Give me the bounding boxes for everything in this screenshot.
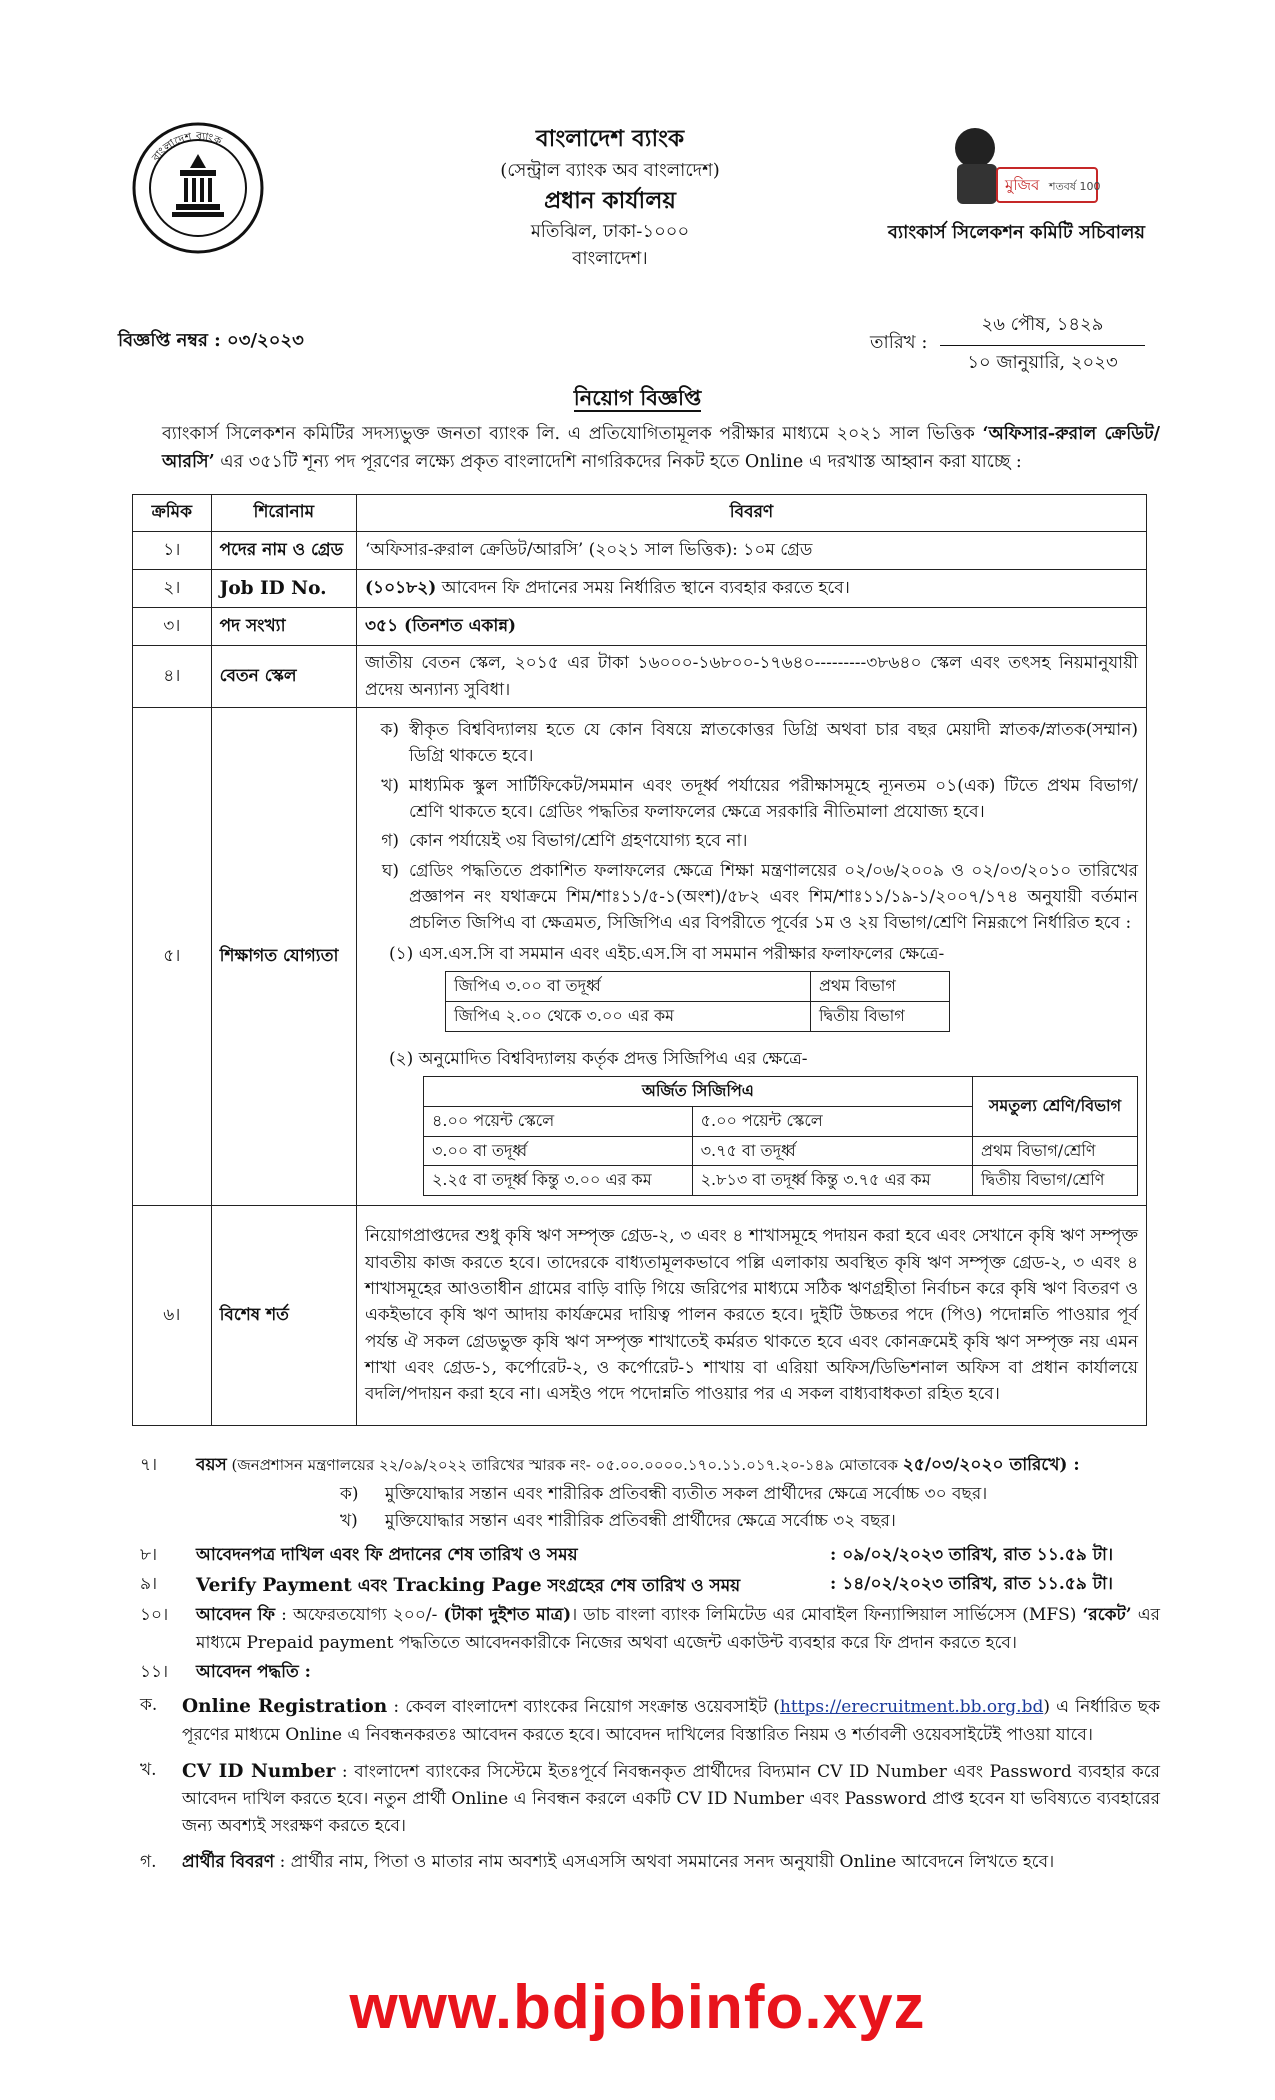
bangladesh-bank-logo <box>128 118 268 258</box>
notice-title: নিয়োগ বিজ্ঞপ্তি <box>573 385 702 410</box>
table-row: জিপিএ ২.০০ থেকে ৩.০০ এর কম দ্বিতীয় বিভাগ <box>446 1001 950 1031</box>
office-country: বাংলাদেশ। <box>572 248 648 269</box>
svg-text:বাংলাদেশ ব্যাংক: বাংলাদেশ ব্যাংক <box>149 129 224 164</box>
deadline-item: ৮। আবেদনপত্র দাখিল এবং ফি প্রদানের শেষ তারিখ ও সময় : ০৯/০২/২০২৩ তারিখ, রাত ১১.৫৯ টা। <box>140 1544 1114 1565</box>
mujib-centenary-logo <box>945 118 1105 210</box>
notice-number: বিজ্ঞপ্তি নম্বর : ০৩/২০২৩ <box>118 330 304 351</box>
gpa-table <box>445 971 950 1032</box>
table-row: জিপিএ ৩.০০ বা তদূর্ধ্ব প্রথম বিভাগ <box>446 971 950 1001</box>
table-row: ২.২৫ বা তদূর্ধ্ব কিন্তু ৩.০০ এর কম ২.৮১৩ বা তদূর্ধ্ব কিন্তু ৩.৭৫ এর কম দ্বিতীয় বিভাগ/শ্রেণি <box>424 1166 1138 1196</box>
list-item: গ) কোন পর্যায়েই ৩য় বিভাগ/শ্রেণি গ্রহণযোগ্য হবে না। <box>381 831 748 852</box>
table-row: ৬। বিশেষ শর্ত নিয়োগপ্রাপ্তদের শুধু কৃষি ঋণ সম্পৃক্ত গ্রেড-২, ৩ এবং ৪ শাখাসমূহে পদায়ন করা হবে এবং সেখানে কৃষি ঋণ সম্পৃক্ত যাবতীয় কাজ করতে হবে। তাদেরকে বাধ্যতামূলকভাবে পল্লি এলাকায় অবস্থিত কৃষি ঋণ সম্পৃক্ত গ্রেড-২, ৩ এবং ৪ শাখাসমূহের আওতাধীন গ্রামের বাড়ি বাড়ি গিয়ে জরিপের মাধ্যমে সঠিক ঋণগ্রহীতা নির্বাচন করে কৃষি ঋণ বিতরণ ও একইভাবে কৃষি ঋণ আদায় কার্যক্রমের দায়িত্ব পালন করতে হবে। দুইটি উচ্চতর পদে (পিও) পদোন্নতি পাওয়ার পূর্ব পর্যন্ত ঐ সকল গ্রেডভুক্ত কৃষি ঋণ সম্পৃক্ত শাখাতেই কর্মরত থাকতে হবে এবং কোনক্রমেই কৃষি ঋণ সম্পৃক্ত নয় এমন শাখা এবং গ্রেড-১, কর্পোরেট-২, ও কর্পোরেট-১ শাখায় বা এরিয়া অফিস/ডিভিশনাল অফিস বা প্রধান কার্যালয়ে বদলি/পদায়ন করা হবে না। এসইও পদে পদোন্নতি পাওয়ার পর এ সকল বাধ্যবাধকতা রহিত হবে। <box>133 1206 1147 1426</box>
erecruitment-link[interactable]: https://erecruitment.bb.org.bd <box>779 1696 1044 1717</box>
table-row: ২। Job ID No. (১০১৮২) আবেদন ফি প্রদানের সময় নির্ধারিত স্থানে ব্যবহার করতে হবে। <box>133 570 1147 608</box>
org-name: বাংলাদেশ ব্যাংক <box>535 125 685 152</box>
office-name: প্রধান কার্যালয় <box>544 186 676 214</box>
cgpa-heading: (২) অনুমোদিত বিশ্ববিদ্যালয় কর্তৃক প্রদত্ত সিজিপিএ এর ক্ষেত্রে- <box>389 1048 808 1069</box>
list-item: ক) মুক্তিযোদ্ধার সন্তান এবং শারীরিক প্রতিবন্ধী ব্যতীত সকল প্রার্থীদের ক্ষেত্রে সর্বোচ্চ ৩০ বছর। <box>340 1484 988 1505</box>
age-item: ৭। বয়স (জনপ্রশাসন মন্ত্রণালয়ের ২২/০৯/২০২২ তারিখের স্মারক নং- ০৫.০০.০০০০.১৭০.১১.০১৭.২০-১৪৯ মোতাবেক ২৫/০৩/২০২০ তারিখে) : <box>140 1455 1080 1475</box>
table-row: ৩.০০ বা তদূর্ধ্ব ৩.৭৫ বা তদূর্ধ্ব প্রথম বিভাগ/শ্রেণি <box>424 1136 1138 1166</box>
notice-items <box>140 1452 1160 1884</box>
education-cell <box>357 708 1147 1206</box>
org-subtitle: (সেন্ট্রাল ব্যাংক অব বাংলাদেশ) <box>500 159 720 181</box>
method-item: ১১। আবেদন পদ্ধতি : <box>140 1661 311 1682</box>
cgpa-table <box>423 1076 1138 1196</box>
header-block <box>420 122 800 272</box>
fee-item: ১০। আবেদন ফি : অফেরতযোগ্য ২০০/- (টাকা দুইশত মাত্র)। ডাচ বাংলা ব্যাংক লিমিটেড এর মোবাইল ফিন্যান্সিয়াল সার্ভিসেস (MFS) ‘রকেট’ এর মাধ্যমে Prepaid payment পদ্ধতিতে আবেদনকারীকে নিজের অথবা এজেন্ট একাউন্ট ব্যবহার করে ফি প্রদান করতে হবে। <box>140 1605 1161 1653</box>
svg-text:শতবর্ষ 100: শতবর্ষ 100 <box>1049 180 1101 193</box>
list-item: ক. Online Registration : কেবল বাংলাদেশ ব্যাংকের নিয়োগ সংক্রান্ত ওয়েবসাইট (https://erecruitment.bb.org.bd) এ নির্ধারিত ছক পূরণের মাধ্যমে Online এ নিবন্ধনকরতঃ আবেদন করতে হবে। আবেদন দাখিলের বিস্তারিত নিয়ম ও শর্তাবলী ওয়েবসাইটেই পাওয়া যাবে। <box>140 1694 1160 1745</box>
site-watermark: www.bdjobinfo.xyz <box>349 1973 926 2042</box>
table-row: ১। পদের নাম ও গ্রেড ‘অফিসার-রুরাল ক্রেডিট/আরসি’ (২০২১ সাল ভিত্তিক): ১০ম গ্রেড <box>133 532 1147 570</box>
ssc-heading: (১) এস.এস.সি বা সমমান এবং এইচ.এস.সি বা সমমান পরীক্ষার ফলাফলের ক্ষেত্রে- <box>389 943 945 964</box>
table-row: ৩। পদ সংখ্যা ৩৫১ (তিনশত একান্ন) <box>133 608 1147 646</box>
education-list <box>365 717 1138 937</box>
secretariat-label: ব্যাংকার্স সিলেকশন কমিটি সচিবালয় <box>887 222 1145 243</box>
col-header-serial: ক্রমিক <box>133 495 212 532</box>
office-address: মতিঝিল, ঢাকা-১০০০ <box>530 221 690 242</box>
table-row: অর্জিত সিজিপিএ সমতুল্য শ্রেণি/বিভাগ <box>424 1076 1138 1106</box>
table-row: ৫। শিক্ষাগত যোগ্যতা ক) স্বীকৃত বিশ্ববিদ্যালয় হতে যে কোন বিষয়ে স্নাতকোত্তর ডিগ্রি অথবা চার বছর মেয়াদী স্নাতক/স্নাতক(সম্মান) ডিগ্রি থাকতে হবে। খ) মাধ্যমিক স্কুল সার্টিফিকেট/সমমান এবং তদূর্ধ্ব পর্যায়ের পরীক্ষাসমূহে ন্যূনতম ০১(এক) টিতে প্রথম বিভাগ/ শ্রেণি থাকতে হবে। গ্রেডিং পদ্ধতির ফলাফলের ক্ষেত্রে সরকারি নীতিমালা প্রযোজ্য হবে। গ) কোন পর্যায়েই ৩য় বিভাগ/শ্রেণি গ্রহণযোগ্য হবে না। ঘ) গ্রেডিং পদ্ধতিতে প্রকাশিত ফলাফলের ক্ষেত্রে শিক্ষা মন্ত্রণালয়ের ০২/০৬/২০০৯ ও ০২/০৩/২০১০ তারিখের প্রজ্ঞাপন নং যথাক্রমে শিম/শাঃ১১/৫-১(অংশ)/৫৮২ এবং শিম/শাঃ১১/১৯-১/২০০৭/১৭৪ অনুযায়ী বর্তমান প্রচলিত জিপিএ বা ক্ষেত্রমত, সিজিপিএ এর বিপরীতে পূর্বের ১ম ও ২য় বিভাগ/শ্রেণি নিম্নরূপে নির্ধারিত হবে : (১) এস.এস.সি বা সমমান এবং এইচ.এস.সি বা সমমান পরীক্ষার ফলাফলের ক্ষেত্রে- জিপিএ ৩.০০ বা তদূর্ধ্ব প্রথম বিভাগ জিপিএ ২.০০ থেকে ৩.০০ এর কম দ্বিতীয় বিভাগ (২) অনুমোদিত বিশ্ববিদ্যালয় কর্তৃক প্রদত্ত সিজিপিএ এর ক্ষেত্রে- অর্জিত সিজিপিএ সমতুল্য শ্রেণি/বিভাগ ৪.০০ পয়েন্ট স্কেলে ৫.০০ পয়েন্ট স্কেলে ৩.০০ বা তদূর্ধ্ব ৩.৭৫ বা তদূর্ধ্ব প্রথম বিভাগ/শ্রেণি ২.২৫ বা তদূর্ধ্ব কিন্তু ৩.০০ এর কম ২.৮১৩ বা তদূর্ধ্ব কিন্তু ৩.৭৫ এর কম দ্বিতীয় বিভাগ/শ্রেণি <box>133 708 1147 1206</box>
date-gregorian: ১০ জানুয়ারি, ২০২৩ <box>967 352 1118 373</box>
recruitment-details-table <box>132 494 1147 1426</box>
list-item: খ) মুক্তিযোদ্ধার সন্তান এবং শারীরিক প্রতিবন্ধী প্রার্থীদের ক্ষেত্রে সর্বোচ্চ ৩২ বছর। <box>340 1511 896 1532</box>
date-label: তারিখ : <box>870 332 928 353</box>
verify-payment-item: ৯। Verify Payment এবং Tracking Page সংগ্রহের শেষ তারিখ ও সময় : ১৪/০২/২০২৩ তারিখ, রাত ১১.৫৯ টা। <box>140 1573 1114 1596</box>
list-item: গ. প্রার্থীর বিবরণ : প্রার্থীর নাম, পিতা ও মাতার নাম অবশ্যই এসএসসি অথবা সমমানের সনদ অনুযায়ী Online আবেদনে লিখতে হবে। <box>140 1851 1055 1872</box>
date-bangla: ২৬ পৌষ, ১৪২৯ <box>940 310 1145 346</box>
intro-paragraph: ব্যাংকার্স সিলেকশন কমিটির সদস্যভুক্ত জনতা ব্যাংক লি. এ প্রতিযোগিতামূলক পরীক্ষার মাধ্যমে ২০২১ সাল ভিত্তিক ‘অফিসার-রুরাল ক্রেডিট/আরসি’ এর ৩৫১টি শূন্য পদ পূরণের লক্ষ্যে প্রকৃত বাংলাদেশি নাগরিকদের নিকট হতে Online এ দরখাস্ত আহ্বান করা যাচ্ছে : <box>162 424 1161 472</box>
svg-text:মুজিব: মুজিব <box>1005 176 1040 194</box>
list-item: ঘ) গ্রেডিং পদ্ধতিতে প্রকাশিত ফলাফলের ক্ষেত্রে শিক্ষা মন্ত্রণালয়ের ০২/০৬/২০০৯ ও ০২/০৩/২০১০ তারিখের প্রজ্ঞাপন নং যথাক্রমে শিম/শাঃ১১/৫-১(অংশ)/৫৮২ এবং শিম/শাঃ১১/১৯-১/২০০৭/১৭৪ অনুযায়ী বর্তমান প্রচলিত জিপিএ বা ক্ষেত্রমত, সিজিপিএ এর বিপরীতে পূর্বের ১ম ও ২য় বিভাগ/শ্রেণি নিম্নরূপে নির্ধারিত হবে : <box>381 860 1138 934</box>
list-item: ক) স্বীকৃত বিশ্ববিদ্যালয় হতে যে কোন বিষয়ে স্নাতকোত্তর ডিগ্রি অথবা চার বছর মেয়াদী স্নাতক/স্নাতক(সম্মান) ডিগ্রি থাকতে হবে। <box>380 719 1138 767</box>
table-row: ৪। বেতন স্কেল জাতীয় বেতন স্কেল, ২০১৫ এর টাকা ১৬০০০-১৬৮০০-১৭৬৪০---------৩৮৬৪০ স্কেল এবং তৎসহ নিয়মানুযায়ী প্রদেয় অন্যান্য সুবিধা। <box>133 646 1147 708</box>
table-row: ৪.০০ পয়েন্ট স্কেলে ৫.০০ পয়েন্ট স্কেলে <box>424 1106 1138 1136</box>
list-item: খ) মাধ্যমিক স্কুল সার্টিফিকেট/সমমান এবং তদূর্ধ্ব পর্যায়ের পরীক্ষাসমূহে ন্যূনতম ০১(এক) টিতে প্রথম বিভাগ/ শ্রেণি থাকতে হবে। গ্রেডিং পদ্ধতির ফলাফলের ক্ষেত্রে সরকারি নীতিমালা প্রযোজ্য হবে। <box>381 775 1138 822</box>
col-header-details: বিবরণ <box>357 495 1147 532</box>
list-item: খ. CV ID Number : বাংলাদেশ ব্যাংকের সিস্টেমে ইতঃপূর্বে নিবন্ধনকৃত প্রার্থীদের বিদ্যমান CV ID Number এবং Password ব্যবহার করে আবেদন দাখিল করতে হবে। নতুন প্রার্থী Online এ নিবন্ধন করলে একটি CV ID Number এবং Password প্রাপ্ত হবেন যা ভবিষ্যতে ব্যবহারের জন্য অবশ্যই সংরক্ষণ করতে হবে। <box>140 1759 1160 1837</box>
col-header-title: শিরোনাম <box>211 495 356 532</box>
